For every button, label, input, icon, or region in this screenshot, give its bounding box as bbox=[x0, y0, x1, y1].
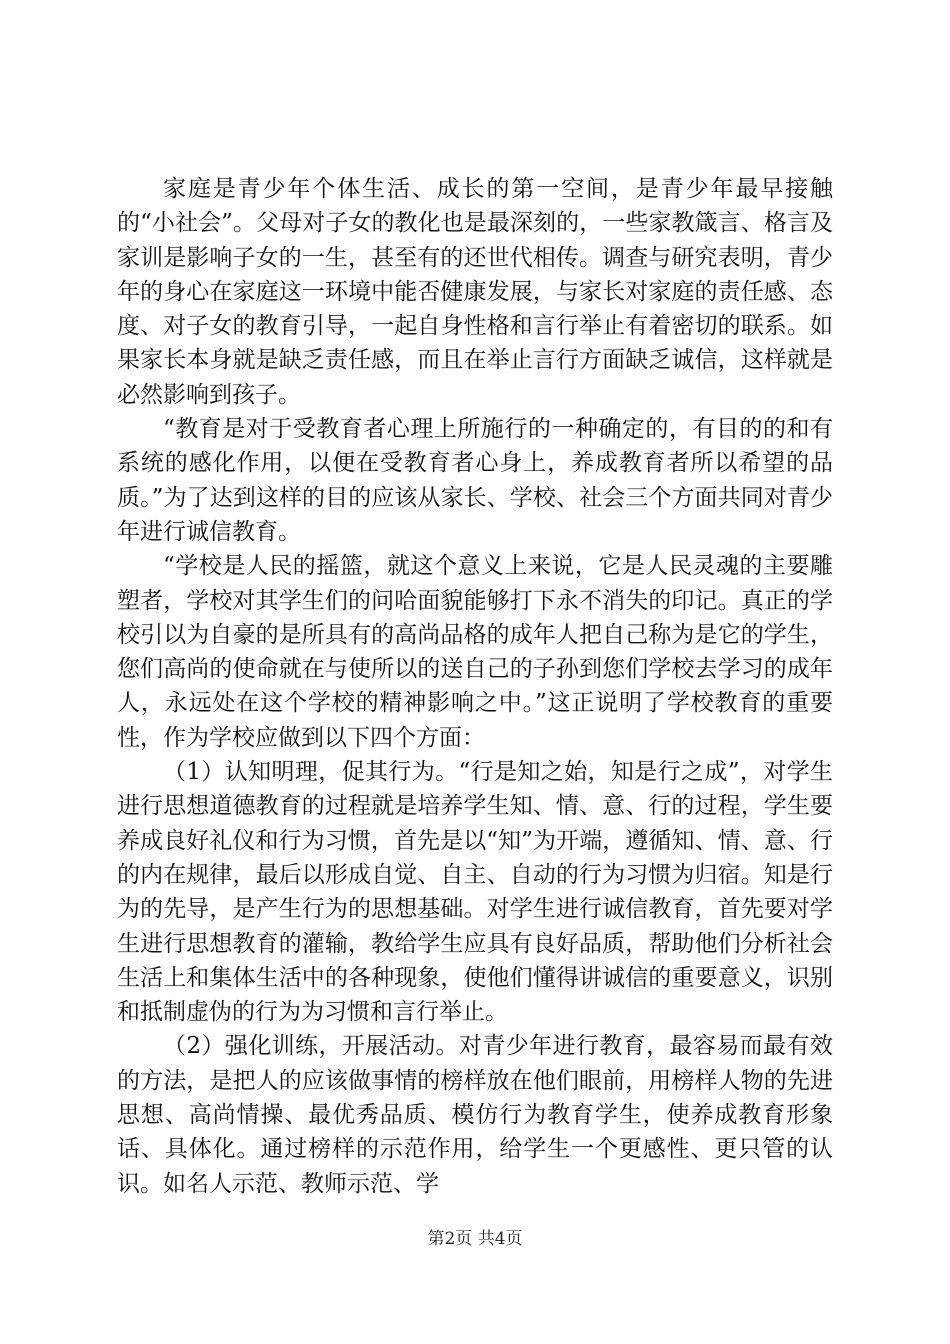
paragraph-point-2-training: （2）强化训练，开展活动。对青少年进行教育，最容易而最有效的方法，是把人的应该做事情的榜样放在他们眼前，用榜样人物的先进思想、高尚情操、最优秀品质、模仿行为教育学生，使养成教育形象话、具体化。通过榜样的示范作用，给学生一个更感性、更只管的认识。如名人示范、教师示范、学 bbox=[117, 1033, 833, 1197]
paragraph-point-1-cognition: （1）认知明理，促其行为。“行是知之始，知是行之成”，对学生进行思想道德教育的过程就是培养学生知、情、意、行的过程，学生要养成良好礼仪和行为习惯，首先是以“知”为开端，遵循知、情、意、行的内在规律，最后以形成自觉、自主、自动的行为习惯为归宿。知是行为的先导，是产生行为的思想基础。对学生进行诚信教育，首先要对学生进行思想教育的灌输，教给学生应具有良好品质，帮助他们分析社会生活上和集体生活中的各种现象，使他们懂得讲诚信的重要意义，识别和抵制虚伪的行为为习惯和言行举止。 bbox=[117, 759, 833, 1026]
document-body bbox=[117, 172, 833, 1201]
paragraph-education-definition: “教育是对于受教育者心理上所施行的一种确定的，有目的的和有系统的感化作用，以便在受教育者心身上，养成教育者所以希望的品质。”为了达到这样的目的应该从家长、学校、社会三个方面共同对青少年进行诚信教育。 bbox=[117, 416, 833, 545]
paragraph-family-education: 家庭是青少年个体生活、成长的第一空间，是青少年最早接触的“小社会”。父母对子女的教化也是最深刻的，一些家教箴言、格言及家训是影响子女的一生，甚至有的还世代相传。调查与研究表明，青少年的身心在家庭这一环境中能否健康发展，与家长对家庭的责任感、态度、对子女的教育引导，一起自身性格和言行举止有着密切的联系。如果家长本身就是缺乏责任感，而且在举止言行方面缺乏诚信，这样就是必然影响到孩子。 bbox=[117, 176, 833, 408]
page-number-footer: 第2页 共4页 bbox=[427, 1229, 523, 1249]
paragraph-school-importance: “学校是人民的摇篮，就这个意义上来说，它是人民灵魂的主要雕塑者，学校对其学生们的问哈面貌能够打下永不消失的印记。真正的学校引以为自豪的是所具有的高尚品格的成年人把自己称为是它的学生，您们高尚的使命就在与使所以的送自己的子孙到您们学校去学习的成年人，永远处在这个学校的精神影响之中。”这正说明了学校教育的重要性，作为学校应做到以下四个方面： bbox=[117, 553, 833, 751]
